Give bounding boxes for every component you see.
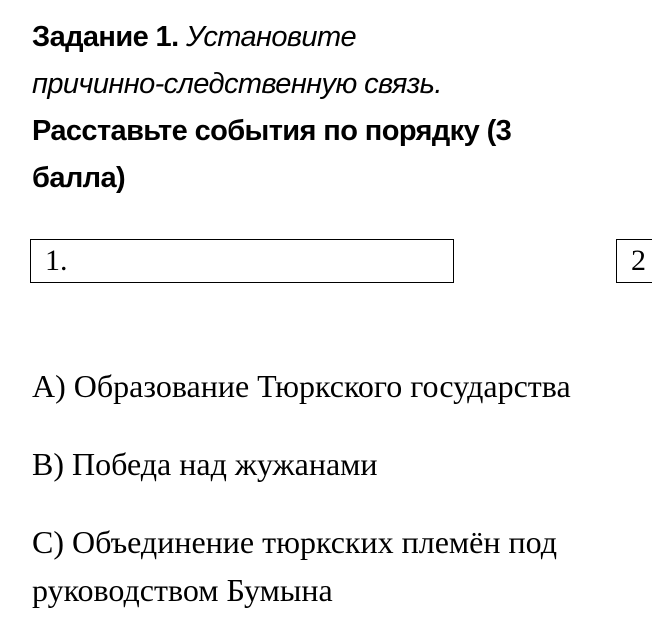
answer-box-label: 2	[631, 244, 646, 277]
answer-box-label: 1.	[45, 244, 68, 277]
task-header	[32, 14, 592, 202]
order-instruction: Расставьте события по порядку (3	[32, 115, 512, 147]
event-item-a: А) Образование Тюркского государства	[32, 368, 571, 404]
task-number: Задание 1.	[32, 21, 179, 53]
events-list	[32, 362, 644, 614]
task-title-line	[32, 14, 592, 61]
order-instruction-continued: балла)	[32, 162, 126, 194]
task-instruction-continued: причинно-следственную связь.	[32, 68, 442, 100]
answer-box-1[interactable]	[30, 239, 454, 283]
event-item-c: С) Объединение тюркских племён под руководством Бумына	[32, 524, 557, 608]
event-item-b: В) Победа над жужанами	[32, 446, 378, 482]
task-instruction: Установите	[186, 21, 357, 53]
answer-box-2[interactable]	[616, 239, 652, 283]
